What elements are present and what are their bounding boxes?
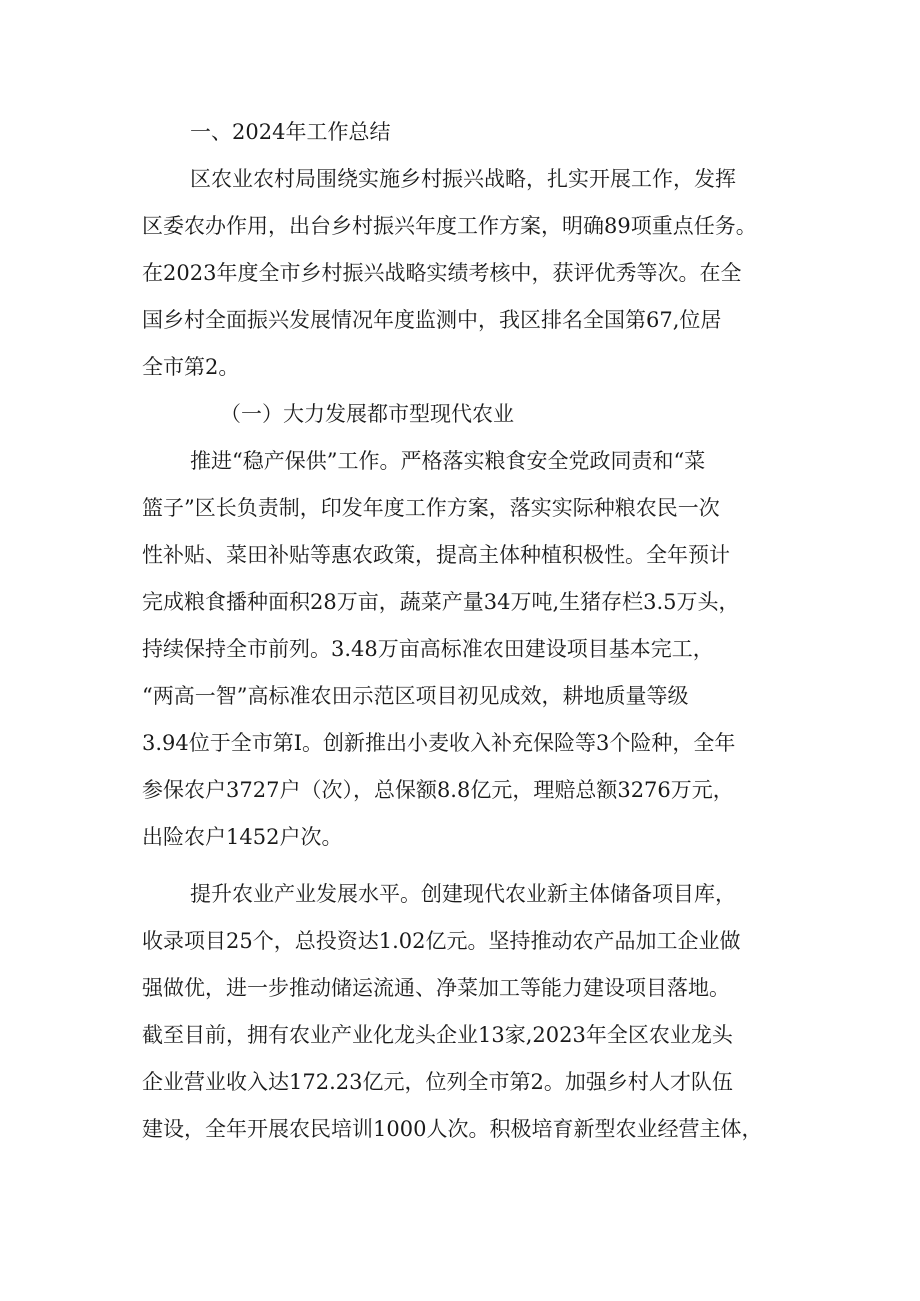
paragraph-line: “两高一智”高标准农田示范区项目初见成效，耕地质量等级 (142, 684, 689, 708)
paragraph-line: 参保农户3727户（次），总保额8.8亿元，理赔总额3276万元， (142, 778, 734, 802)
paragraph-line: 篮子”区长负责制，印发年度工作方案，落实实际种粮农民一次 (142, 496, 720, 520)
paragraph-line: 区农业农村局围绕实施乡村振兴战略，扎实开展工作，发挥 (190, 167, 736, 191)
paragraph-line: 完成粮食播种面积28万亩，蔬菜产量34万吨,生猪存栏3.5万头， (142, 590, 740, 614)
section-heading: 一、2024年工作总结 (190, 120, 391, 144)
paragraph-1 (142, 156, 792, 391)
paragraph-line: 推进“稳产保供”工作。严格落实粮食安全党政同责和“菜 (190, 449, 706, 473)
paragraph-line: 截至目前，拥有农业产业化龙头企业13家,2023年全区农业龙头 (142, 1023, 733, 1047)
paragraph-3 (142, 871, 792, 1153)
paragraph-line: 国乡村全面振兴发展情况年度监测中，我区排名全国第67,位居 (142, 308, 722, 332)
paragraph-line: 区委农办作用，出台乡村振兴年度工作方案，明确89项重点任务。 (142, 214, 757, 238)
paragraph-line: 3.94位于全市第I。创新推出小麦收入补充保险等3个险种，全年 (142, 731, 736, 755)
paragraph-line: 强做优，进一步推动储运流通、净菜加工等能力建设项目落地。 (142, 976, 730, 1000)
paragraph-line: 持续保持全市前列。3.48万亩高标准农田建设项目基本完工， (142, 637, 714, 661)
paragraph-gap (142, 861, 792, 871)
paragraph-line: 企业营业收入达172.23亿元，位列全市第2。加强乡村人才队伍 (142, 1070, 733, 1094)
document-body (142, 109, 792, 1153)
paragraph-line: 收录项目25个，总投资达1.02亿元。坚持推动农产品加工企业做 (142, 929, 741, 953)
paragraph-line: 出险农户1452户次。 (142, 825, 343, 849)
paragraph-line: 性补贴、菜田补贴等惠农政策，提高主体种植积极性。全年预计 (142, 543, 730, 567)
subsection-heading: （一）大力发展都市型现代农业 (220, 402, 514, 426)
paragraph-line: 全市第2。 (142, 355, 240, 379)
paragraph-line: 在2023年度全市乡村振兴战略实绩考核中，获评优秀等次。在全 (142, 261, 742, 285)
paragraph-line: 提升农业产业发展水平。创建现代农业新主体储备项目库， (190, 882, 736, 906)
paragraph-2 (142, 438, 792, 861)
paragraph-line: 建设，全年开展农民培训1000人次。积极培育新型农业经营主体， (142, 1117, 763, 1141)
